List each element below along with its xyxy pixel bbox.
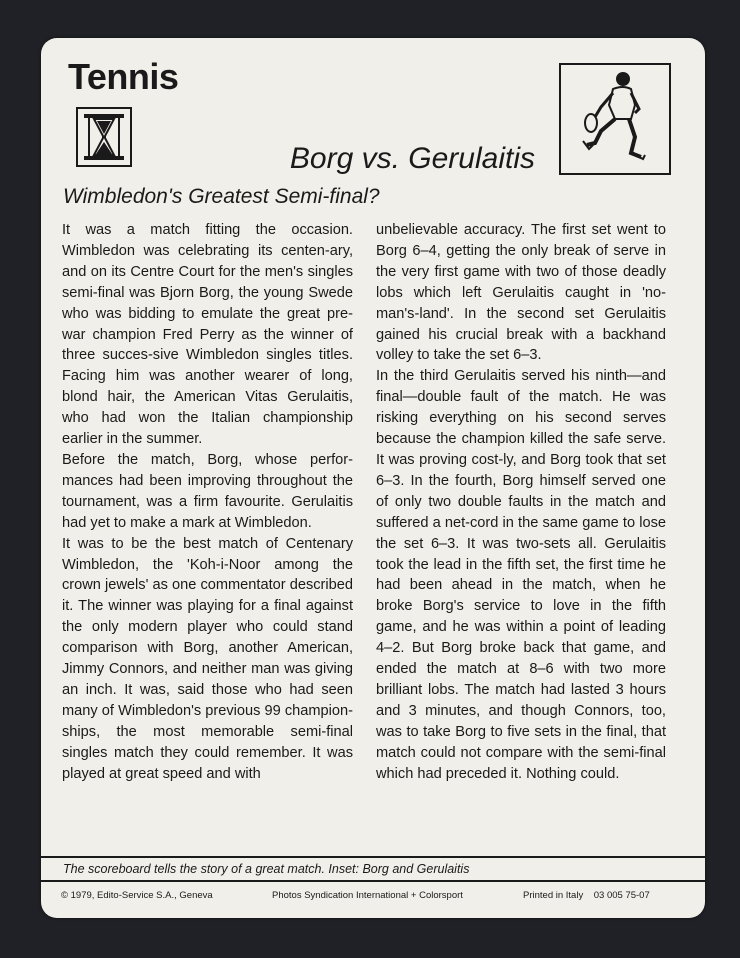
divider bbox=[41, 880, 705, 882]
hourglass-icon bbox=[76, 107, 132, 167]
paragraph: In the third Gerulaitis served his ninth—and final—double fault of the match. He was risking everything on his second serves because the champion killed the safe serve. It was proving cost-ly, and Borg took that set 6–3. In the fourth, Borg himself served one of only two double faults in the match and suffered a net-cord in the same game to lose the set 6–3. It was two-sets all. Gerulaitis took the lead in the fifth set, the first time he had been ahead in the match, when he broke Borg's service to love in the fifth game, and he was within a point of leading 4–2. But Borg broke back that game, and ended the match at 8–6 with two more brilliant lobs. The match had lasted 3 hours and 3 minutes, and though Connors, too, was to take Borg to five sets in the final, that match could not compare with the semi-final which had preceded it. Nothing could. bbox=[376, 368, 666, 782]
photo-caption: The scoreboard tells the story of a great match. Inset: Borg and Gerulaitis bbox=[63, 862, 470, 876]
copyright-text: © 1979, Edito-Service S.A., Geneva bbox=[61, 890, 213, 901]
paragraph: unbelievable accuracy. The first set went to Borg 6–4, getting the only break of serve in the very first game with two of those deadly lobs which left Gerulaitis caught in 'no-man's-land'. In the second set Gerulaitis gained his crucial break with a backhand volley to take the set 6–3. bbox=[376, 222, 666, 364]
paragraph: It was a match fitting the occasion. Wimbledon was celebrating its centen-ary, and on its Centre Court for the men's singles semi-final was Bjorn Borg, the young Swede who was bidding to emulate the great pre-war champion Fred Perry as the winner of three succes-sive Wimbledon singles titles. Facing him was another wearer of long, blond hair, the American Vitas Gerulaitis, who had won the Italian championship earlier in the summer. bbox=[62, 222, 353, 448]
right-text-column bbox=[376, 220, 666, 784]
photo-credit: Photos Syndication International + Colorsport bbox=[272, 890, 463, 901]
divider bbox=[41, 856, 705, 858]
trading-card bbox=[41, 38, 705, 918]
category-title: Tennis bbox=[68, 56, 179, 97]
tennis-player-icon bbox=[559, 63, 671, 175]
print-info: Printed in Italy 03 005 75-07 bbox=[523, 890, 650, 901]
paragraph: It was to be the best match of Centenary Wimbledon, the 'Koh-i-Noor among the crown jewels' as one commentator described it. The winner was playing for a final against the only modern player who could stand comparison with Borg, another American, Jimmy Connors, and neither man was giving an inch. It was, said those who had seen many of Wimbledon's previous 99 champion-ships, the most memorable semi-final singles match they could remember. It was played at great speed and with bbox=[62, 535, 353, 782]
paragraph: Before the match, Borg, whose perfor-mances had been improving throughout the tournament, was a firm favourite. Gerulaitis had yet to make a mark at Wimbledon. bbox=[62, 451, 353, 531]
card-subtitle: Wimbledon's Greatest Semi-final? bbox=[63, 185, 380, 208]
left-text-column bbox=[62, 220, 353, 784]
card-title: Borg vs. Gerulaitis bbox=[289, 142, 535, 175]
